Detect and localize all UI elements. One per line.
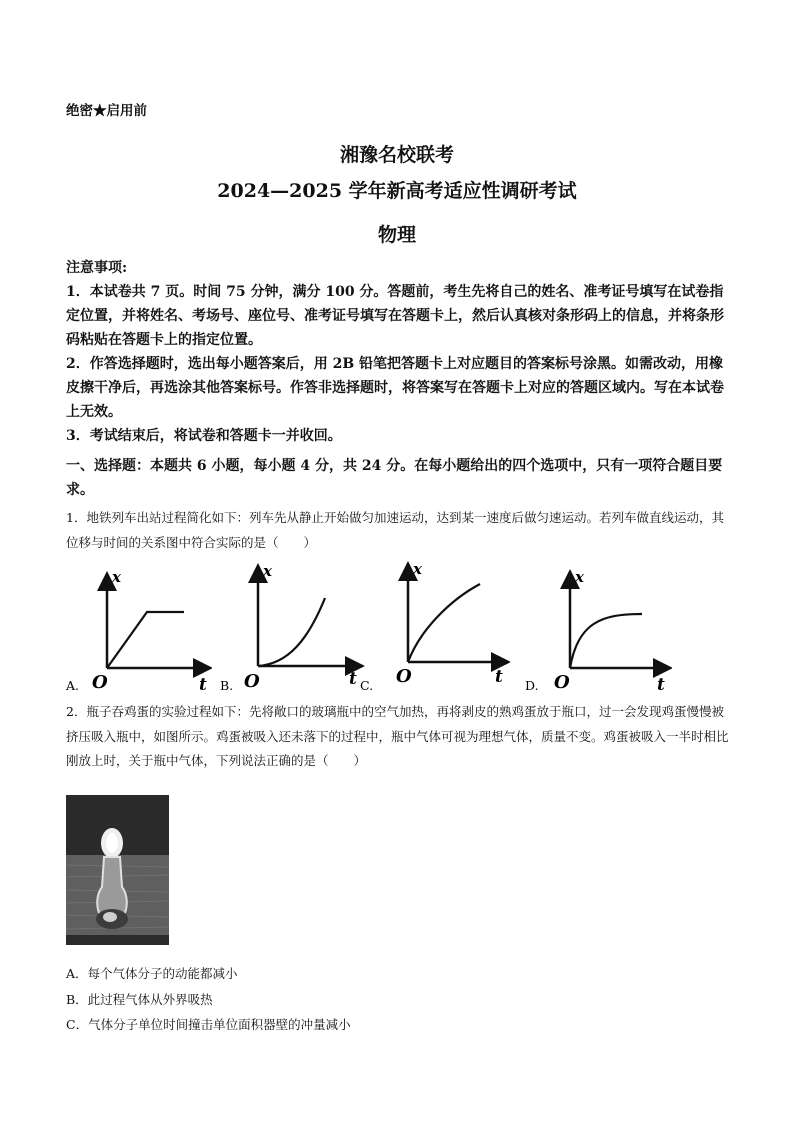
x-axis-label: t xyxy=(495,667,503,687)
graph-option-d xyxy=(522,560,672,696)
section-heading: 一、选择题：本题共 6 小题，每小题 4 分，共 24 分。在每小题给出的四个选项中，只有一项符合题目要求。 xyxy=(66,458,723,498)
notice-item-2: 2．作答选择题时，选出每小题答案后，用 2B 铅笔把答题卡上对应题目的答案标号涂黑。如需改动，用橡皮擦干净后，再选涂其他答案标号。作答非选择题时，将答案写在答题卡上对应的答题区域内。写在本试卷上无效。 xyxy=(66,356,724,420)
question-1-text: 1．地铁列车出站过程简化如下：列车先从静止开始做匀加速运动，达到某一速度后做匀速运动。若列车做直线运动，其位移与时间的关系图中符合实际的是（ ） xyxy=(66,510,724,550)
notice-item-1: 1．本试卷共 7 页。时间 75 分钟，满分 100 分。答题前，考生先将自己的姓名、准考证号填写在试卷指定位置，并将姓名、考场号、座位号、准考证号填写在答题卡上，然后认真核对条形码上的信息，并将条形码粘贴在答题卡上的指定位置。 xyxy=(66,284,724,348)
graph-option-a xyxy=(62,560,212,696)
subject-title: 物理 xyxy=(377,224,416,246)
egg-bottle-photo xyxy=(66,795,169,945)
y-axis-label: x xyxy=(263,562,272,580)
exam-organization: 湘豫名校联考 xyxy=(339,144,454,166)
option-d-label: D. xyxy=(525,678,539,693)
option-b-label: B. xyxy=(220,678,234,693)
notice-heading: 注意事项: xyxy=(66,260,128,276)
origin-label: O xyxy=(554,672,570,693)
question-2-text: 2．瓶子吞鸡蛋的实验过程如下：先将敞口的玻璃瓶中的空气加热，再将剥皮的熟鸡蛋放于瓶口，过一会发现鸡蛋慢慢被挤压吸入瓶中，如图所示。鸡蛋被吸入还未落下的过程中，瓶中气体可视为理想气体，质量不变。鸡蛋被吸入一半时相比刚放上时，关于瓶中气体，下列说法正确的是（ ） xyxy=(66,704,729,768)
choice-a: A．每个气体分子的动能都减小 xyxy=(66,966,238,981)
choice-b: B．此过程气体从外界吸热 xyxy=(66,992,213,1007)
confidential-label: 绝密★启用前 xyxy=(66,103,147,119)
x-axis-label: t xyxy=(657,675,665,695)
y-axis-label: x xyxy=(575,568,584,586)
choice-c: C．气体分子单位时间撞击单位面积器壁的冲量减小 xyxy=(66,1017,351,1032)
y-axis-label: x xyxy=(413,560,422,578)
origin-label: O xyxy=(396,666,412,687)
option-c-label: C. xyxy=(360,678,374,693)
exam-title: 2024—2025 学年新高考适应性调研考试 xyxy=(217,180,577,202)
option-a-label: A. xyxy=(66,678,80,693)
y-axis-label: x xyxy=(112,568,121,586)
graph-option-b xyxy=(218,560,368,696)
graph-option-c xyxy=(360,560,510,696)
origin-label: O xyxy=(92,672,108,693)
x-axis-label: t xyxy=(199,675,207,695)
origin-label: O xyxy=(244,671,260,692)
notice-item-3: 3．考试结束后，将试卷和答题卡一并收回。 xyxy=(66,428,342,444)
x-axis-label: t xyxy=(349,669,357,689)
